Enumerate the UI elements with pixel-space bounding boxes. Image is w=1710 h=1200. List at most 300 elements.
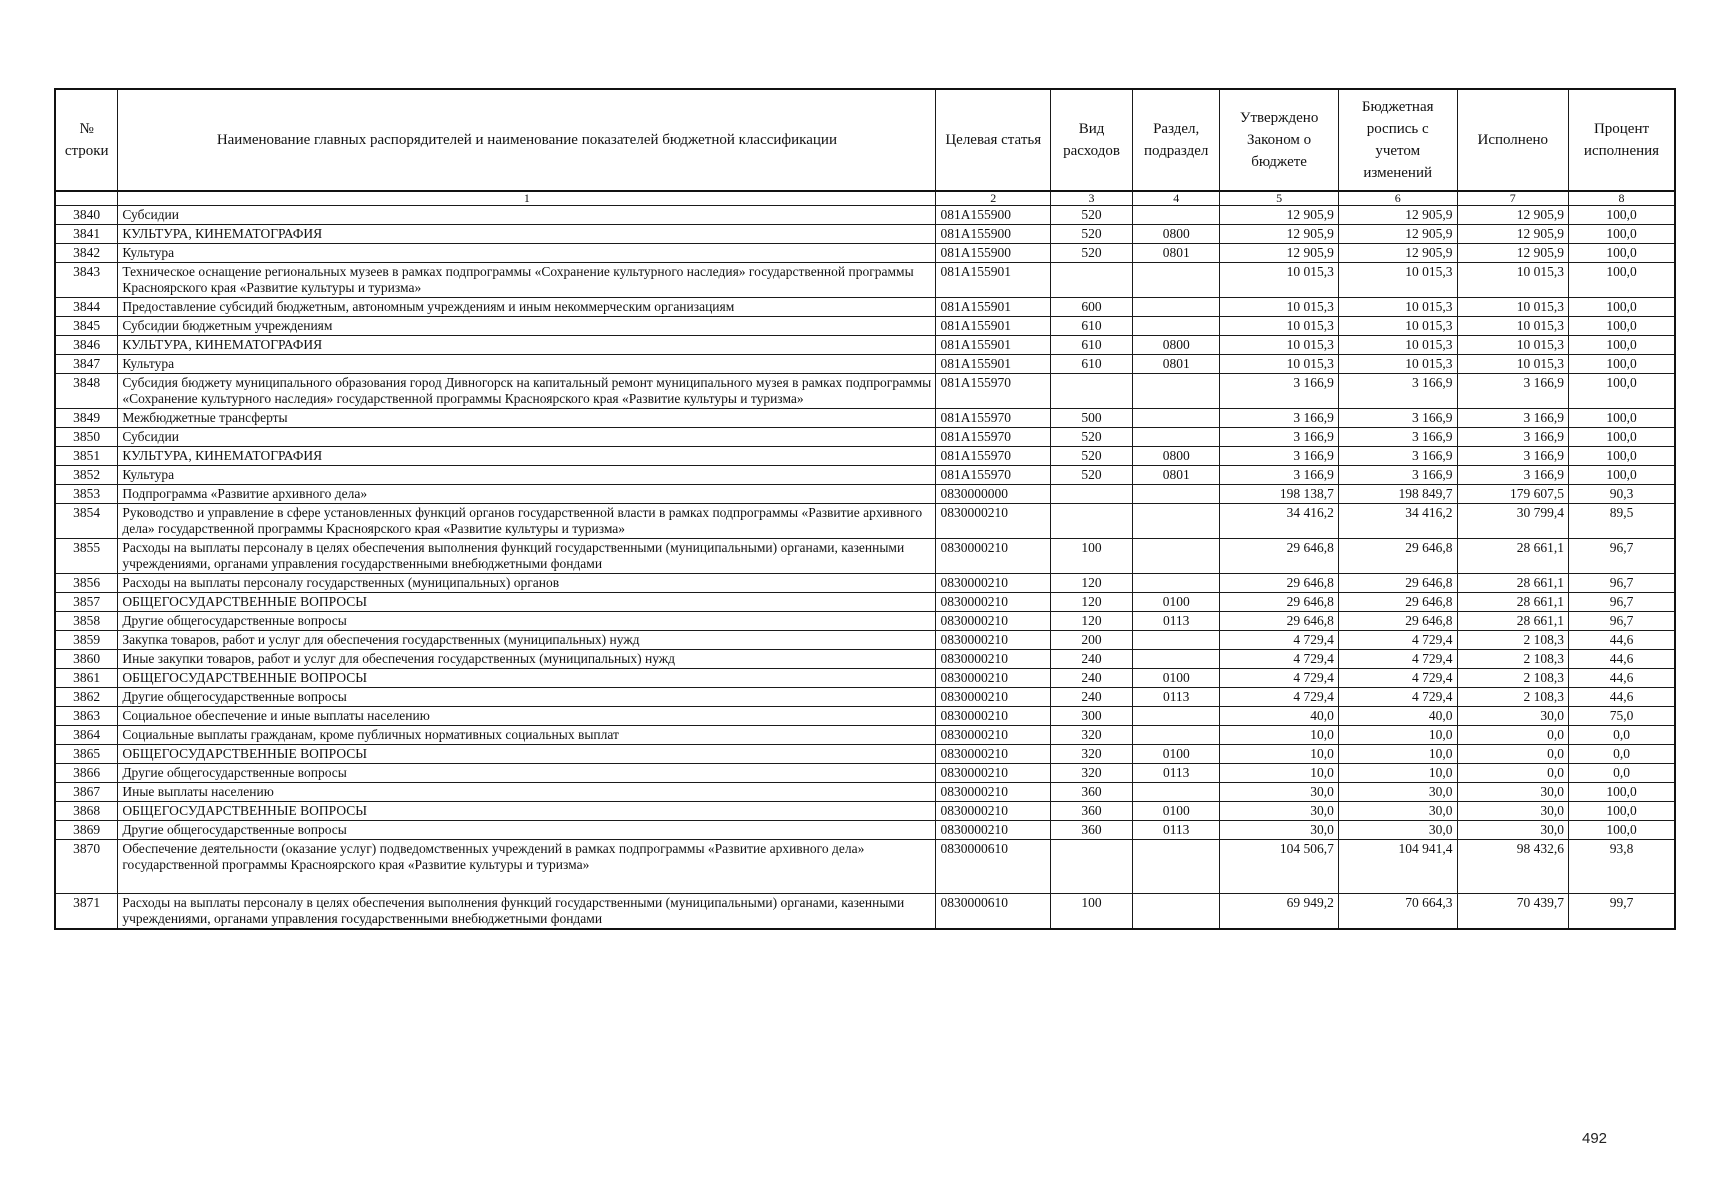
approved-cell: 30,0 — [1220, 802, 1339, 821]
table-row — [55, 447, 1675, 466]
name-cell: Социальные выплаты гражданам, кроме публичных нормативных социальных выплат — [118, 726, 936, 745]
target-article-cell: 0830000210 — [936, 745, 1051, 764]
expense-type-cell: 610 — [1051, 336, 1133, 355]
approved-cell: 104 506,7 — [1220, 840, 1339, 894]
table-row — [55, 783, 1675, 802]
planned-cell: 34 416,2 — [1338, 504, 1457, 539]
row-number-cell: 3845 — [55, 317, 118, 336]
table-row — [55, 466, 1675, 485]
header-name: Наименование главных распорядителей и наименование показателей бюджетной классификации — [118, 89, 936, 191]
section-cell — [1133, 894, 1220, 930]
row-number-cell: 3859 — [55, 631, 118, 650]
percent-cell: 100,0 — [1569, 447, 1676, 466]
approved-cell: 3 166,9 — [1220, 447, 1339, 466]
target-article-cell: 0830000210 — [936, 764, 1051, 783]
section-cell — [1133, 574, 1220, 593]
target-article-cell: 0830000610 — [936, 894, 1051, 930]
header-section: Раздел, подраздел — [1133, 89, 1220, 191]
section-cell: 0100 — [1133, 745, 1220, 764]
target-article-cell: 081A155970 — [936, 374, 1051, 409]
approved-cell: 3 166,9 — [1220, 466, 1339, 485]
column-number: 6 — [1338, 191, 1457, 206]
name-cell: ОБЩЕГОСУДАРСТВЕННЫЕ ВОПРОСЫ — [118, 593, 936, 612]
executed-cell: 70 439,7 — [1457, 894, 1569, 930]
name-cell: Другие общегосударственные вопросы — [118, 688, 936, 707]
target-article-cell: 081A155970 — [936, 409, 1051, 428]
executed-cell: 10 015,3 — [1457, 336, 1569, 355]
target-article-cell: 0830000210 — [936, 802, 1051, 821]
expense-type-cell: 240 — [1051, 650, 1133, 669]
header-planned: Бюджетная роспись с учетом изменений — [1338, 89, 1457, 191]
target-article-cell: 0830000210 — [936, 574, 1051, 593]
executed-cell: 10 015,3 — [1457, 298, 1569, 317]
expense-type-cell — [1051, 504, 1133, 539]
percent-cell: 100,0 — [1569, 821, 1676, 840]
executed-cell: 3 166,9 — [1457, 428, 1569, 447]
percent-cell: 96,7 — [1569, 574, 1676, 593]
header-row — [55, 89, 1675, 191]
expense-type-cell: 520 — [1051, 225, 1133, 244]
percent-cell: 96,7 — [1569, 593, 1676, 612]
name-cell: Иные закупки товаров, работ и услуг для обеспечения государственных (муниципальных) нужд — [118, 650, 936, 669]
section-cell — [1133, 298, 1220, 317]
budget-page — [54, 88, 1676, 930]
target-article-cell: 0830000210 — [936, 539, 1051, 574]
row-number-cell: 3849 — [55, 409, 118, 428]
table-row — [55, 593, 1675, 612]
section-cell: 0113 — [1133, 764, 1220, 783]
row-number-cell: 3846 — [55, 336, 118, 355]
percent-cell: 90,3 — [1569, 485, 1676, 504]
name-cell: ОБЩЕГОСУДАРСТВЕННЫЕ ВОПРОСЫ — [118, 802, 936, 821]
table-row — [55, 840, 1675, 894]
row-number-cell: 3850 — [55, 428, 118, 447]
approved-cell: 12 905,9 — [1220, 225, 1339, 244]
target-article-cell: 081A155900 — [936, 206, 1051, 225]
row-number-cell: 3855 — [55, 539, 118, 574]
row-number-cell: 3862 — [55, 688, 118, 707]
approved-cell: 34 416,2 — [1220, 504, 1339, 539]
column-number: 4 — [1133, 191, 1220, 206]
expense-type-cell: 320 — [1051, 745, 1133, 764]
expense-type-cell: 520 — [1051, 428, 1133, 447]
planned-cell: 10 015,3 — [1338, 298, 1457, 317]
executed-cell: 28 661,1 — [1457, 612, 1569, 631]
target-article-cell: 0830000210 — [936, 504, 1051, 539]
planned-cell: 10 015,3 — [1338, 263, 1457, 298]
percent-cell: 100,0 — [1569, 298, 1676, 317]
approved-cell: 4 729,4 — [1220, 669, 1339, 688]
approved-cell: 29 646,8 — [1220, 574, 1339, 593]
approved-cell: 3 166,9 — [1220, 409, 1339, 428]
column-number: 5 — [1220, 191, 1339, 206]
planned-cell: 4 729,4 — [1338, 650, 1457, 669]
row-number-cell: 3869 — [55, 821, 118, 840]
column-number: 2 — [936, 191, 1051, 206]
target-article-cell: 0830000210 — [936, 688, 1051, 707]
target-article-cell: 0830000210 — [936, 612, 1051, 631]
planned-cell: 70 664,3 — [1338, 894, 1457, 930]
expense-type-cell — [1051, 374, 1133, 409]
name-cell: КУЛЬТУРА, КИНЕМАТОГРАФИЯ — [118, 225, 936, 244]
approved-cell: 10 015,3 — [1220, 317, 1339, 336]
executed-cell: 2 108,3 — [1457, 631, 1569, 650]
table-row — [55, 225, 1675, 244]
planned-cell: 10,0 — [1338, 726, 1457, 745]
section-cell — [1133, 374, 1220, 409]
planned-cell: 12 905,9 — [1338, 206, 1457, 225]
expense-type-cell: 520 — [1051, 206, 1133, 225]
section-cell — [1133, 317, 1220, 336]
executed-cell: 0,0 — [1457, 764, 1569, 783]
approved-cell: 198 138,7 — [1220, 485, 1339, 504]
section-cell: 0113 — [1133, 821, 1220, 840]
section-cell — [1133, 539, 1220, 574]
name-cell: Культура — [118, 355, 936, 374]
expense-type-cell: 360 — [1051, 802, 1133, 821]
percent-cell: 96,7 — [1569, 612, 1676, 631]
name-cell: Культура — [118, 244, 936, 263]
section-cell — [1133, 428, 1220, 447]
section-cell: 0100 — [1133, 593, 1220, 612]
executed-cell: 3 166,9 — [1457, 374, 1569, 409]
section-cell — [1133, 707, 1220, 726]
percent-cell: 89,5 — [1569, 504, 1676, 539]
row-number-cell: 3852 — [55, 466, 118, 485]
target-article-cell: 0830000210 — [936, 707, 1051, 726]
table-row — [55, 485, 1675, 504]
table-row — [55, 688, 1675, 707]
target-article-cell: 081A155970 — [936, 447, 1051, 466]
target-article-cell: 0830000210 — [936, 631, 1051, 650]
table-row — [55, 707, 1675, 726]
target-article-cell: 0830000210 — [936, 726, 1051, 745]
section-cell: 0801 — [1133, 244, 1220, 263]
percent-cell: 100,0 — [1569, 466, 1676, 485]
approved-cell: 10 015,3 — [1220, 355, 1339, 374]
name-cell: Закупка товаров, работ и услуг для обеспечения государственных (муниципальных) нужд — [118, 631, 936, 650]
percent-cell: 100,0 — [1569, 336, 1676, 355]
executed-cell: 12 905,9 — [1457, 244, 1569, 263]
name-cell: ОБЩЕГОСУДАРСТВЕННЫЕ ВОПРОСЫ — [118, 669, 936, 688]
planned-cell: 30,0 — [1338, 821, 1457, 840]
expense-type-cell: 100 — [1051, 894, 1133, 930]
section-cell — [1133, 409, 1220, 428]
executed-cell: 12 905,9 — [1457, 225, 1569, 244]
row-number-cell: 3842 — [55, 244, 118, 263]
percent-cell: 44,6 — [1569, 631, 1676, 650]
percent-cell: 99,7 — [1569, 894, 1676, 930]
executed-cell: 12 905,9 — [1457, 206, 1569, 225]
table-row — [55, 669, 1675, 688]
approved-cell: 10 015,3 — [1220, 298, 1339, 317]
executed-cell: 98 432,6 — [1457, 840, 1569, 894]
row-number-cell: 3843 — [55, 263, 118, 298]
executed-cell: 3 166,9 — [1457, 447, 1569, 466]
section-cell: 0113 — [1133, 612, 1220, 631]
target-article-cell: 081A155901 — [936, 298, 1051, 317]
planned-cell: 3 166,9 — [1338, 466, 1457, 485]
table-row — [55, 336, 1675, 355]
row-number-cell: 3860 — [55, 650, 118, 669]
expense-type-cell: 360 — [1051, 821, 1133, 840]
row-number-cell: 3864 — [55, 726, 118, 745]
planned-cell: 29 646,8 — [1338, 593, 1457, 612]
row-number-cell: 3863 — [55, 707, 118, 726]
budget-table — [54, 88, 1676, 930]
approved-cell: 4 729,4 — [1220, 688, 1339, 707]
percent-cell: 44,6 — [1569, 650, 1676, 669]
table-row — [55, 745, 1675, 764]
expense-type-cell — [1051, 840, 1133, 894]
name-cell: Другие общегосударственные вопросы — [118, 764, 936, 783]
target-article-cell: 081A155970 — [936, 466, 1051, 485]
expense-type-cell: 300 — [1051, 707, 1133, 726]
approved-cell: 4 729,4 — [1220, 631, 1339, 650]
approved-cell: 3 166,9 — [1220, 374, 1339, 409]
table-row — [55, 374, 1675, 409]
row-number-cell: 3854 — [55, 504, 118, 539]
name-cell: Подпрограмма «Развитие архивного дела» — [118, 485, 936, 504]
approved-cell: 12 905,9 — [1220, 244, 1339, 263]
target-article-cell: 0830000210 — [936, 783, 1051, 802]
row-number-cell: 3848 — [55, 374, 118, 409]
expense-type-cell — [1051, 485, 1133, 504]
percent-cell: 100,0 — [1569, 244, 1676, 263]
section-cell — [1133, 263, 1220, 298]
table-row — [55, 802, 1675, 821]
planned-cell: 12 905,9 — [1338, 244, 1457, 263]
planned-cell: 4 729,4 — [1338, 669, 1457, 688]
target-article-cell: 0830000610 — [936, 840, 1051, 894]
row-number-cell: 3866 — [55, 764, 118, 783]
percent-cell: 0,0 — [1569, 764, 1676, 783]
expense-type-cell: 100 — [1051, 539, 1133, 574]
percent-cell: 93,8 — [1569, 840, 1676, 894]
planned-cell: 4 729,4 — [1338, 688, 1457, 707]
approved-cell: 10 015,3 — [1220, 336, 1339, 355]
executed-cell: 3 166,9 — [1457, 409, 1569, 428]
name-cell: Расходы на выплаты персоналу государственных (муниципальных) органов — [118, 574, 936, 593]
approved-cell: 12 905,9 — [1220, 206, 1339, 225]
row-number-cell: 3871 — [55, 894, 118, 930]
target-article-cell: 081A155901 — [936, 317, 1051, 336]
planned-cell: 30,0 — [1338, 783, 1457, 802]
row-number-cell: 3868 — [55, 802, 118, 821]
approved-cell: 40,0 — [1220, 707, 1339, 726]
table-row — [55, 504, 1675, 539]
executed-cell: 28 661,1 — [1457, 574, 1569, 593]
column-number: 1 — [118, 191, 936, 206]
section-cell — [1133, 726, 1220, 745]
target-article-cell: 081A155900 — [936, 244, 1051, 263]
planned-cell: 40,0 — [1338, 707, 1457, 726]
section-cell: 0800 — [1133, 225, 1220, 244]
row-number-cell: 3856 — [55, 574, 118, 593]
target-article-cell: 0830000210 — [936, 593, 1051, 612]
percent-cell: 100,0 — [1569, 783, 1676, 802]
row-number-cell: 3870 — [55, 840, 118, 894]
executed-cell: 0,0 — [1457, 745, 1569, 764]
expense-type-cell: 320 — [1051, 726, 1133, 745]
row-number-cell: 3857 — [55, 593, 118, 612]
approved-cell: 10,0 — [1220, 745, 1339, 764]
executed-cell: 10 015,3 — [1457, 317, 1569, 336]
name-cell: Руководство и управление в сфере установленных функций органов государственной власти в рамках подпрограммы «Развитие архивного дела» государственной программы Красноярского края «Развитие культуры и туризма» — [118, 504, 936, 539]
percent-cell: 96,7 — [1569, 539, 1676, 574]
approved-cell: 10,0 — [1220, 764, 1339, 783]
row-number-cell: 3847 — [55, 355, 118, 374]
name-cell: ОБЩЕГОСУДАРСТВЕННЫЕ ВОПРОСЫ — [118, 745, 936, 764]
name-cell: Иные выплаты населению — [118, 783, 936, 802]
executed-cell: 10 015,3 — [1457, 355, 1569, 374]
table-row — [55, 206, 1675, 225]
percent-cell: 100,0 — [1569, 263, 1676, 298]
approved-cell: 30,0 — [1220, 821, 1339, 840]
approved-cell: 4 729,4 — [1220, 650, 1339, 669]
table-row — [55, 821, 1675, 840]
executed-cell: 30,0 — [1457, 783, 1569, 802]
table-row — [55, 428, 1675, 447]
approved-cell: 10 015,3 — [1220, 263, 1339, 298]
target-article-cell: 0830000000 — [936, 485, 1051, 504]
target-article-cell: 081A155901 — [936, 336, 1051, 355]
header-approved: Утверждено Законом о бюджете — [1220, 89, 1339, 191]
name-cell: КУЛЬТУРА, КИНЕМАТОГРАФИЯ — [118, 447, 936, 466]
section-cell: 0800 — [1133, 447, 1220, 466]
table-row — [55, 612, 1675, 631]
executed-cell: 2 108,3 — [1457, 688, 1569, 707]
table-row — [55, 650, 1675, 669]
header-percent: Процент исполнения — [1569, 89, 1676, 191]
table-row — [55, 298, 1675, 317]
percent-cell: 0,0 — [1569, 726, 1676, 745]
planned-cell: 104 941,4 — [1338, 840, 1457, 894]
planned-cell: 10 015,3 — [1338, 336, 1457, 355]
expense-type-cell: 610 — [1051, 355, 1133, 374]
percent-cell: 44,6 — [1569, 688, 1676, 707]
expense-type-cell: 520 — [1051, 244, 1133, 263]
executed-cell: 179 607,5 — [1457, 485, 1569, 504]
name-cell: Другие общегосударственные вопросы — [118, 821, 936, 840]
planned-cell: 3 166,9 — [1338, 409, 1457, 428]
expense-type-cell: 200 — [1051, 631, 1133, 650]
executed-cell: 30,0 — [1457, 707, 1569, 726]
expense-type-cell: 520 — [1051, 447, 1133, 466]
expense-type-cell: 600 — [1051, 298, 1133, 317]
page-number: 492 — [1582, 1130, 1608, 1147]
column-number: 3 — [1051, 191, 1133, 206]
expense-type-cell: 120 — [1051, 612, 1133, 631]
approved-cell: 29 646,8 — [1220, 593, 1339, 612]
percent-cell: 44,6 — [1569, 669, 1676, 688]
section-cell — [1133, 840, 1220, 894]
target-article-cell: 0830000210 — [936, 669, 1051, 688]
planned-cell: 10,0 — [1338, 764, 1457, 783]
section-cell — [1133, 485, 1220, 504]
column-number — [55, 191, 118, 206]
name-cell: Субсидии бюджетным учреждениям — [118, 317, 936, 336]
planned-cell: 4 729,4 — [1338, 631, 1457, 650]
name-cell: Другие общегосударственные вопросы — [118, 612, 936, 631]
table-row — [55, 764, 1675, 783]
target-article-cell: 081A155970 — [936, 428, 1051, 447]
table-row — [55, 574, 1675, 593]
planned-cell: 10,0 — [1338, 745, 1457, 764]
table-row — [55, 317, 1675, 336]
section-cell — [1133, 650, 1220, 669]
target-article-cell: 081A155901 — [936, 263, 1051, 298]
name-cell: Расходы на выплаты персоналу в целях обеспечения выполнения функций государственными (муниципальными) органами, казенными учреждениями, органами управления государственными внебюджетными фондами — [118, 894, 936, 930]
row-number-cell: 3867 — [55, 783, 118, 802]
section-cell: 0113 — [1133, 688, 1220, 707]
approved-cell: 3 166,9 — [1220, 428, 1339, 447]
section-cell: 0100 — [1133, 669, 1220, 688]
section-cell: 0800 — [1133, 336, 1220, 355]
table-row — [55, 539, 1675, 574]
planned-cell: 29 646,8 — [1338, 539, 1457, 574]
executed-cell: 10 015,3 — [1457, 263, 1569, 298]
table-row — [55, 894, 1675, 930]
planned-cell: 29 646,8 — [1338, 612, 1457, 631]
target-article-cell: 081A155900 — [936, 225, 1051, 244]
table-row — [55, 631, 1675, 650]
expense-type-cell: 610 — [1051, 317, 1133, 336]
approved-cell: 29 646,8 — [1220, 539, 1339, 574]
planned-cell: 198 849,7 — [1338, 485, 1457, 504]
percent-cell: 100,0 — [1569, 206, 1676, 225]
percent-cell: 0,0 — [1569, 745, 1676, 764]
planned-cell: 3 166,9 — [1338, 428, 1457, 447]
executed-cell: 2 108,3 — [1457, 650, 1569, 669]
column-number: 8 — [1569, 191, 1676, 206]
target-article-cell: 081A155901 — [936, 355, 1051, 374]
expense-type-cell: 240 — [1051, 669, 1133, 688]
expense-type-cell: 360 — [1051, 783, 1133, 802]
percent-cell: 100,0 — [1569, 409, 1676, 428]
percent-cell: 100,0 — [1569, 225, 1676, 244]
percent-cell: 75,0 — [1569, 707, 1676, 726]
row-number-cell: 3844 — [55, 298, 118, 317]
percent-cell: 100,0 — [1569, 374, 1676, 409]
planned-cell: 12 905,9 — [1338, 225, 1457, 244]
name-cell: Культура — [118, 466, 936, 485]
target-article-cell: 0830000210 — [936, 650, 1051, 669]
table-row — [55, 355, 1675, 374]
table-row — [55, 244, 1675, 263]
approved-cell: 69 949,2 — [1220, 894, 1339, 930]
name-cell: Субсидия бюджету муниципального образования город Дивногорск на капитальный ремонт муниципального музея в рамках подпрограммы «Сохранение культурного наследия» государственной программы Красноярского края «Развитие культуры и туризма» — [118, 374, 936, 409]
expense-type-cell: 240 — [1051, 688, 1133, 707]
executed-cell: 2 108,3 — [1457, 669, 1569, 688]
name-cell: Межбюджетные трансферты — [118, 409, 936, 428]
executed-cell: 30,0 — [1457, 802, 1569, 821]
section-cell: 0801 — [1133, 355, 1220, 374]
name-cell: Социальное обеспечение и иные выплаты населению — [118, 707, 936, 726]
column-number-row — [55, 191, 1675, 206]
section-cell: 0801 — [1133, 466, 1220, 485]
expense-type-cell: 500 — [1051, 409, 1133, 428]
planned-cell: 30,0 — [1338, 802, 1457, 821]
row-number-cell: 3865 — [55, 745, 118, 764]
approved-cell: 30,0 — [1220, 783, 1339, 802]
executed-cell: 0,0 — [1457, 726, 1569, 745]
name-cell: Техническое оснащение региональных музеев в рамках подпрограммы «Сохранение культурного наследия» государственной программы Красноярского края «Развитие культуры и туризма» — [118, 263, 936, 298]
table-row — [55, 263, 1675, 298]
section-cell: 0100 — [1133, 802, 1220, 821]
section-cell — [1133, 631, 1220, 650]
row-number-cell: 3840 — [55, 206, 118, 225]
